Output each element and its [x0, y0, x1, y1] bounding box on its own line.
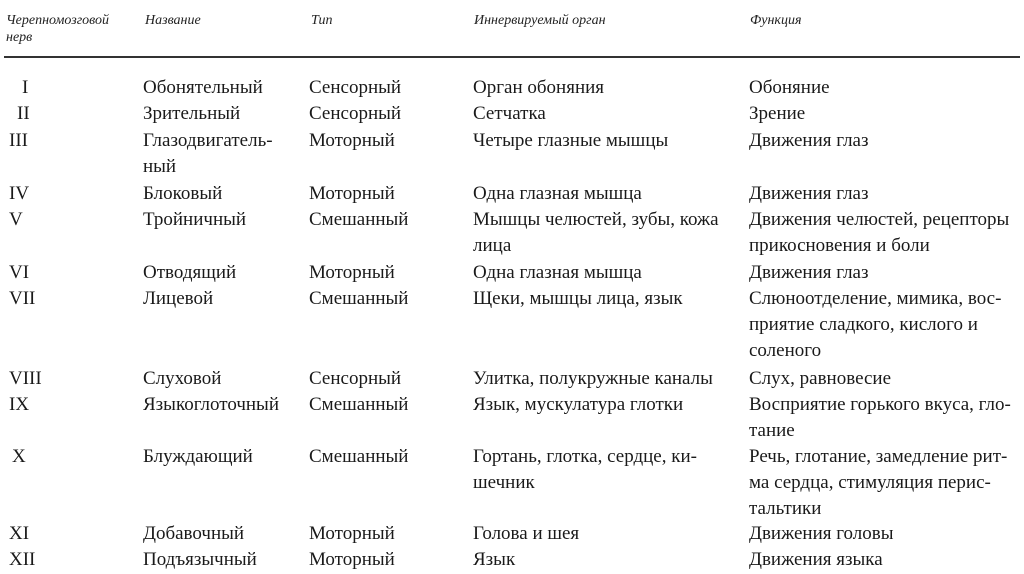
nerve-name: Глазодвигатель- ный — [143, 130, 273, 177]
nerve-number: VIII — [9, 368, 42, 389]
nerve-organ: Одна глазная мышца — [473, 183, 642, 204]
header-organ: Иннервируемый орган — [474, 13, 606, 28]
nerve-type: Моторный — [309, 549, 395, 570]
nerve-function: Движения челюстей, рецепторы прикосновения и боли — [749, 209, 1010, 256]
nerve-number: IV — [9, 183, 30, 204]
nerve-number: V — [9, 209, 23, 230]
nerve-type: Смешанный — [309, 209, 409, 230]
nerve-organ: Гортань, глотка, сердце, ки- шечник — [473, 446, 697, 493]
nerve-function: Движения глаз — [749, 130, 869, 151]
nerve-name: Обонятельный — [143, 77, 263, 98]
nerve-number: I — [22, 77, 29, 98]
nerve-function: Движения глаз — [749, 183, 869, 204]
nerve-type: Смешанный — [309, 394, 409, 415]
nerve-function: Движения глаз — [749, 262, 869, 283]
nerve-type: Сенсорный — [309, 103, 402, 124]
nerve-name: Слуховой — [143, 368, 222, 389]
nerve-type: Моторный — [309, 523, 395, 544]
header-type: Тип — [311, 13, 333, 28]
nerve-number: IX — [9, 394, 30, 415]
nerve-number: VII — [9, 288, 36, 309]
header-function: Функция — [750, 13, 802, 28]
header-nerve: Черепномозговой нерв — [6, 13, 110, 45]
nerve-name: Зрительный — [143, 103, 241, 124]
nerve-function: Слюноотделение, мимика, вос- приятие сладкого, кислого и соленого — [749, 288, 1002, 361]
nerve-number: VI — [9, 262, 30, 283]
nerve-number: XII — [9, 549, 36, 570]
nerve-organ: Сетчатка — [473, 103, 546, 124]
nerve-function: Зрение — [749, 103, 806, 124]
header-name: Название — [145, 13, 201, 28]
nerve-organ: Орган обоняния — [473, 77, 605, 98]
nerve-type: Моторный — [309, 183, 395, 204]
nerve-number: II — [17, 103, 30, 124]
nerve-name: Тройничный — [143, 209, 247, 230]
nerve-organ: Одна глазная мышца — [473, 262, 642, 283]
nerve-name: Добавочный — [143, 523, 245, 544]
nerve-type: Сенсорный — [309, 77, 402, 98]
nerve-organ: Голова и шея — [473, 523, 580, 544]
nerve-organ: Язык, мускулатура глотки — [473, 394, 684, 415]
nerve-function: Движения языка — [749, 549, 883, 570]
nerve-name: Блуждающий — [143, 446, 253, 467]
nerve-function: Движения головы — [749, 523, 894, 544]
nerve-organ: Улитка, полукружные каналы — [473, 368, 713, 389]
nerve-function: Речь, глотание, замедление рит- ма сердца, стимуляция перис- тальтики — [749, 446, 1008, 519]
nerve-type: Моторный — [309, 130, 395, 151]
nerve-organ: Мышцы челюстей, зубы, кожа лица — [473, 209, 719, 256]
nerve-type: Смешанный — [309, 288, 409, 309]
nerve-name: Лицевой — [143, 288, 214, 309]
nerve-name: Языкоглоточный — [143, 394, 279, 415]
nerve-number: III — [9, 130, 28, 151]
nerve-organ: Щеки, мышцы лица, язык — [473, 288, 683, 309]
nerve-name: Блоковый — [143, 183, 223, 204]
nerve-number: X — [12, 446, 26, 467]
nerve-type: Сенсорный — [309, 368, 402, 389]
nerve-organ: Четыре глазные мышцы — [473, 130, 669, 151]
nerve-function: Слух, равновесие — [749, 368, 892, 389]
nerve-number: XI — [9, 523, 30, 544]
nerve-name: Отводящий — [143, 262, 237, 283]
nerve-name: Подъязычный — [143, 549, 257, 570]
nerve-type: Смешанный — [309, 446, 409, 467]
nerve-function: Обоняние — [749, 77, 830, 98]
nerve-organ: Язык — [473, 549, 516, 570]
header-rule — [4, 56, 1020, 58]
nerve-type: Моторный — [309, 262, 395, 283]
nerve-function: Восприятие горького вкуса, гло- тание — [749, 394, 1011, 441]
